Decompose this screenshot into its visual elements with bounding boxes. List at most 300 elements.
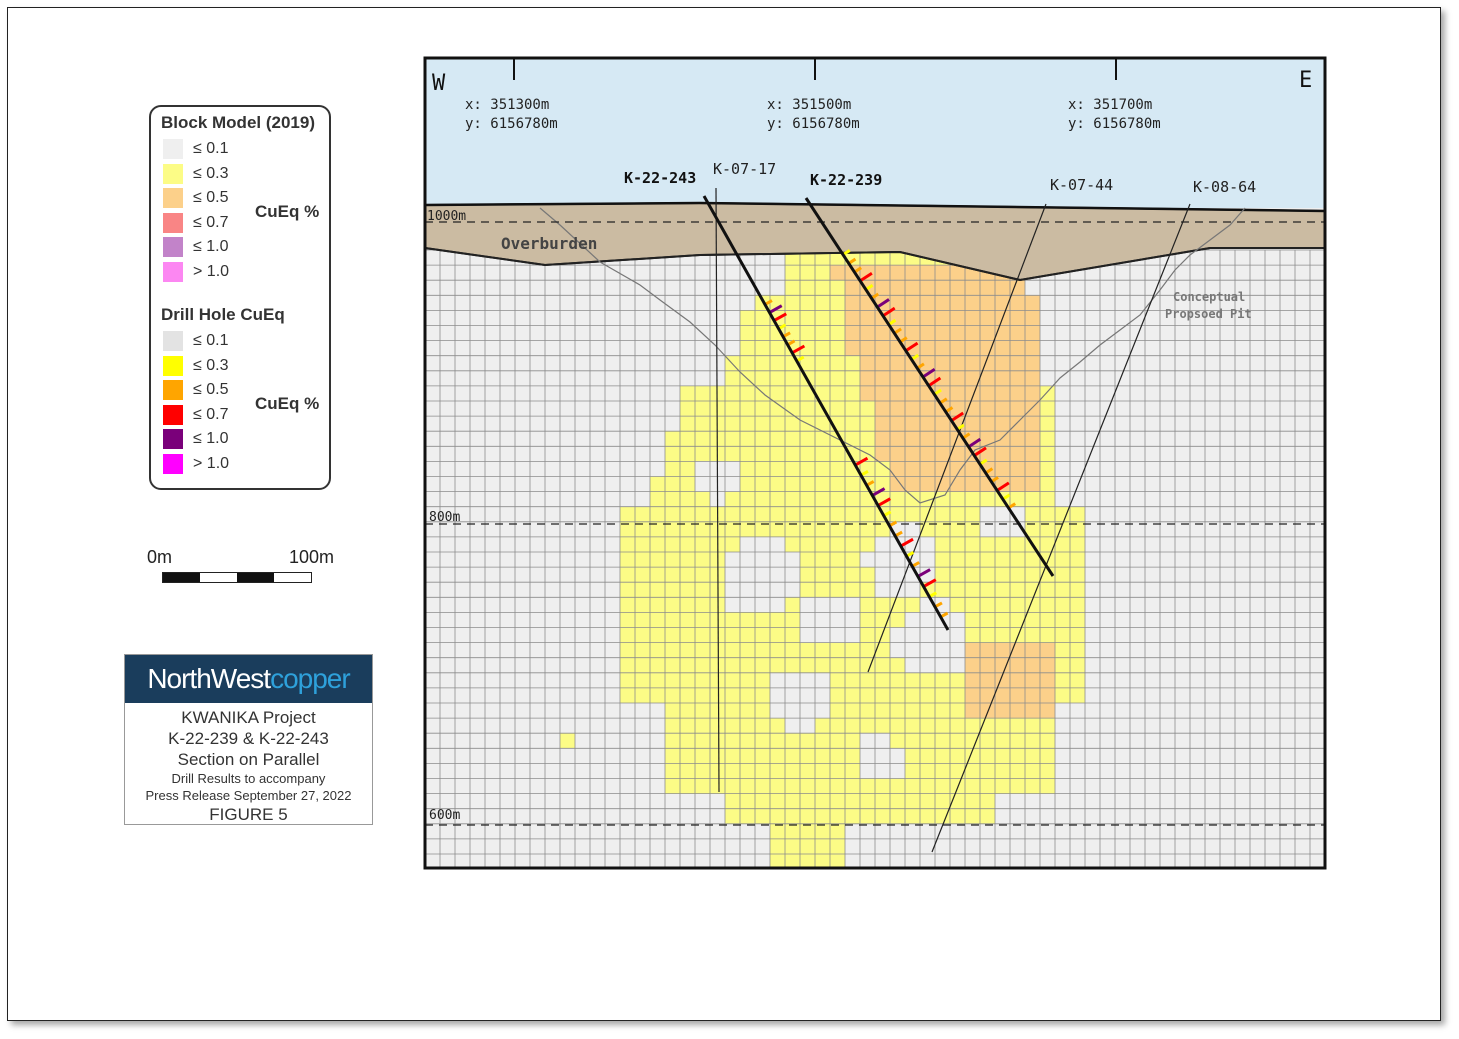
block-cell [935,537,950,552]
drill-hole-title: Drill Hole CuEq [161,305,285,324]
block-cell [1025,295,1040,310]
block-cell [815,658,830,673]
block-cell [980,597,995,612]
block-cell [905,794,920,809]
block-cell [935,733,950,748]
hole-label-k-22-239: K-22-239 [810,171,883,189]
block-cell [830,326,845,341]
block-cell [650,612,665,627]
block-cell [830,461,845,476]
block-cell [680,733,695,748]
block-legend-label: > 1.0 [193,262,230,280]
block-cell [980,658,995,673]
block-cell [845,688,860,703]
block-cell [935,280,950,295]
block-cell [710,779,725,794]
block-cell [875,779,890,794]
block-cell [965,612,980,627]
block-cell [935,567,950,582]
block-cell [695,567,710,582]
block-cell [665,643,680,658]
block-cell [815,824,830,839]
block-cell [995,567,1010,582]
block-cell [785,386,800,401]
block-cell [725,643,740,658]
block-cell [785,779,800,794]
block-cell [755,492,770,507]
block-cell [830,386,845,401]
block-cell [965,733,980,748]
block-cell [740,492,755,507]
block-cell [845,371,860,386]
block-cell [1025,703,1040,718]
block-cell [995,763,1010,778]
block-cell [1070,658,1085,673]
block-cell [1010,537,1025,552]
block-cell [950,341,965,356]
hole-label-k-08-64: K-08-64 [1193,178,1257,196]
block-cell [695,628,710,643]
block-cell [830,477,845,492]
block-cell [755,673,770,688]
block-cell [1025,779,1040,794]
block-cell [935,265,950,280]
project-name: KWANIKA Project [181,708,316,727]
block-cell [815,477,830,492]
block-cell [770,779,785,794]
east-label: E [1299,68,1313,93]
block-cell [890,446,905,461]
block-cell [770,507,785,522]
block-cell [1025,446,1040,461]
block-cell [680,386,695,401]
block-cell [740,643,755,658]
block-cell [1025,477,1040,492]
block-cell [875,446,890,461]
block-cell [1070,612,1085,627]
block-cell [845,809,860,824]
block-cell [1040,763,1055,778]
block-cell [920,401,935,416]
block-cell [995,446,1010,461]
block-cell [1055,597,1070,612]
block-cell [695,431,710,446]
block-cell [665,507,680,522]
block-cell [890,265,905,280]
block-cell [965,582,980,597]
block-cell [980,295,995,310]
block-cell [665,763,680,778]
block-cell [695,401,710,416]
block-cell [950,310,965,325]
block-cell [830,748,845,763]
block-cell [860,809,875,824]
block-cell [830,794,845,809]
block-cell [830,763,845,778]
block-cell [980,416,995,431]
block-cell [1040,446,1055,461]
block-cell [860,310,875,325]
block-cell [920,748,935,763]
block-cell [725,628,740,643]
block-cell [800,295,815,310]
block-cell [980,673,995,688]
block-cell [965,763,980,778]
block-cell [680,431,695,446]
block-cell [980,748,995,763]
block-cell [815,356,830,371]
block-cell [995,658,1010,673]
block-cell [800,809,815,824]
block-cell [1010,718,1025,733]
block-cell [725,748,740,763]
block-cell [905,416,920,431]
block-cell [635,552,650,567]
block-cell [1025,567,1040,582]
block-cell [680,507,695,522]
block-cell [830,839,845,854]
block-cell [815,265,830,280]
block-cell [755,477,770,492]
block-cell [755,326,770,341]
block-cell [770,371,785,386]
block-cell [860,718,875,733]
block-cell [695,643,710,658]
block-cell [665,733,680,748]
block-cell [665,431,680,446]
block-cell [935,582,950,597]
block-cell [890,597,905,612]
block-cell [830,446,845,461]
block-cell [830,567,845,582]
coord-y-3: y: 6156780m [1068,116,1161,132]
block-cell [710,612,725,627]
block-cell [1070,567,1085,582]
block-cell [920,703,935,718]
block-cell [800,446,815,461]
block-cell [680,567,695,582]
block-cell [1040,703,1055,718]
block-cell [935,763,950,778]
block-cell [1040,733,1055,748]
block-cell [965,401,980,416]
block-cell [770,612,785,627]
block-cell [905,461,920,476]
block-cell [995,537,1010,552]
block-cell [905,431,920,446]
block-cell [890,477,905,492]
block-cell [965,567,980,582]
block-cell [1070,673,1085,688]
block-cell [980,733,995,748]
block-cell [740,809,755,824]
block-cell [905,280,920,295]
block-cell [620,628,635,643]
hole-label-k-07-17: K-07-17 [713,160,777,178]
block-cell [905,371,920,386]
block-cell [755,612,770,627]
block-cell [830,310,845,325]
block-cell [845,582,860,597]
block-cell [1010,779,1025,794]
block-cell [1055,537,1070,552]
block-cell [875,371,890,386]
block-cell [1040,748,1055,763]
block-cell [860,567,875,582]
block-cell [800,507,815,522]
block-cell [770,809,785,824]
block-cell [1010,673,1025,688]
block-cell [785,431,800,446]
block-cell [710,688,725,703]
block-cell [995,688,1010,703]
block-cell [860,341,875,356]
block-cell [845,341,860,356]
block-cell [800,537,815,552]
block-cell [770,733,785,748]
block-cell [650,552,665,567]
block-cell [755,446,770,461]
block-cell [920,733,935,748]
block-cell [1010,326,1025,341]
coord-y-2: y: 6156780m [767,116,860,132]
block-cell [680,779,695,794]
block-cell [1025,461,1040,476]
block-cell [965,703,980,718]
elev-label-800: 800m [429,510,461,525]
block-cell [950,537,965,552]
block-cell [995,597,1010,612]
block-cell [1070,537,1085,552]
block-cell [980,763,995,778]
block-legend-label: ≤ 0.1 [193,140,229,157]
block-cell [935,748,950,763]
block-cell [755,461,770,476]
drill-legend-label: ≤ 0.5 [193,381,229,398]
block-cell [755,628,770,643]
block-cell [950,673,965,688]
block-cell [1025,326,1040,341]
block-cell [1010,748,1025,763]
block-cell [1010,401,1025,416]
block-cell [830,718,845,733]
block-cell [845,401,860,416]
block-cell [755,794,770,809]
block-legend-label: ≤ 0.3 [193,164,229,182]
block-cell [665,567,680,582]
block-cell [950,582,965,597]
block-cell [1055,507,1070,522]
block-cell [845,386,860,401]
block-cell [695,582,710,597]
block-cell [635,537,650,552]
block-cell [800,733,815,748]
block-cell [665,537,680,552]
block-cell [980,582,995,597]
block-cell [680,582,695,597]
block-cell [875,326,890,341]
block-cell [995,356,1010,371]
block-cell [740,688,755,703]
block-cell [785,461,800,476]
block-cell [965,552,980,567]
block-cell [815,552,830,567]
block-cell [1070,628,1085,643]
block-cell [1040,386,1055,401]
block-cell [1010,386,1025,401]
block-cell [620,597,635,612]
block-cell [890,612,905,627]
block-cell [725,386,740,401]
block-cell [725,658,740,673]
block-cell [755,431,770,446]
block-cell [830,507,845,522]
block-cell [935,673,950,688]
block-cell [770,341,785,356]
block-cell [815,582,830,597]
block-cell [680,703,695,718]
elev-label-1000: 1000m [427,209,467,224]
block-cell [785,658,800,673]
block-cell [800,310,815,325]
hole-label-k-22-243: K-22-243 [624,169,697,187]
coord-x-1: x: 351300m [465,97,550,113]
block-cell [980,401,995,416]
block-cell [665,748,680,763]
block-cell [665,673,680,688]
block-cell [1055,612,1070,627]
block-cell [800,492,815,507]
block-cell [905,718,920,733]
block-cell [800,401,815,416]
block-cell [950,703,965,718]
block-cell [665,461,680,476]
block-cell [695,507,710,522]
block-cell [650,492,665,507]
block-unit-label: CuEq % [255,202,320,221]
block-cell [860,401,875,416]
block-cell [1040,477,1055,492]
block-cell [980,794,995,809]
block-cell [740,658,755,673]
block-cell [965,356,980,371]
block-cell [920,446,935,461]
block-cell [875,431,890,446]
block-cell [680,612,695,627]
block-cell [845,295,860,310]
block-cell [740,461,755,476]
block-cell [725,612,740,627]
block-cell [1025,718,1040,733]
block-cell [680,643,695,658]
block-cell [845,537,860,552]
block-cell [1025,341,1040,356]
block-cell [995,643,1010,658]
block-cell [875,341,890,356]
block-cell [785,401,800,416]
block-cell [965,310,980,325]
drill-legend-label: ≤ 0.3 [193,356,229,374]
block-cell [725,703,740,718]
block-cell [875,416,890,431]
block-cell [905,386,920,401]
block-cell [890,703,905,718]
block-cell [950,597,965,612]
block-cell [785,794,800,809]
block-cell [620,507,635,522]
drill-unit-label: CuEq % [255,394,320,413]
block-cell [980,552,995,567]
block-cell [785,446,800,461]
block-cell [635,567,650,582]
block-cell [725,401,740,416]
block-cell [845,552,860,567]
block-cell [770,431,785,446]
block-cell [800,794,815,809]
block-cell [710,673,725,688]
block-cell [785,628,800,643]
block-cell [830,643,845,658]
block-cell [785,748,800,763]
block-cell [1055,643,1070,658]
block-cell [755,401,770,416]
block-cell [710,658,725,673]
block-cell [980,280,995,295]
block-cell [920,326,935,341]
block-cell [770,461,785,476]
block-cell [650,628,665,643]
block-cell [680,748,695,763]
block-cell [830,552,845,567]
block-cell [1040,688,1055,703]
overburden-label: Overburden [501,234,598,253]
block-cell [905,703,920,718]
block-cell [890,688,905,703]
block-cell [905,597,920,612]
block-cell [770,446,785,461]
block-cell [950,356,965,371]
block-cell [860,673,875,688]
block-cell [740,446,755,461]
block-cell [845,748,860,763]
block-cell [785,477,800,492]
block-cell [935,356,950,371]
block-cell [770,492,785,507]
block-cell [965,597,980,612]
block-cell [680,763,695,778]
block-cell [740,431,755,446]
block-cell [980,310,995,325]
block-cell [680,461,695,476]
block-cell [1040,416,1055,431]
block-cell [770,794,785,809]
block-cell [965,673,980,688]
block-cell [980,446,995,461]
block-cell [785,537,800,552]
block-cell [755,658,770,673]
block-cell [1055,582,1070,597]
block-cell [740,356,755,371]
block-cell [950,492,965,507]
figure-number: FIGURE 5 [209,805,288,824]
block-cell [845,492,860,507]
block-cell [770,628,785,643]
block-cell [680,401,695,416]
block-cell [830,371,845,386]
block-cell [980,567,995,582]
block-cell [1040,492,1055,507]
block-cell [1025,371,1040,386]
